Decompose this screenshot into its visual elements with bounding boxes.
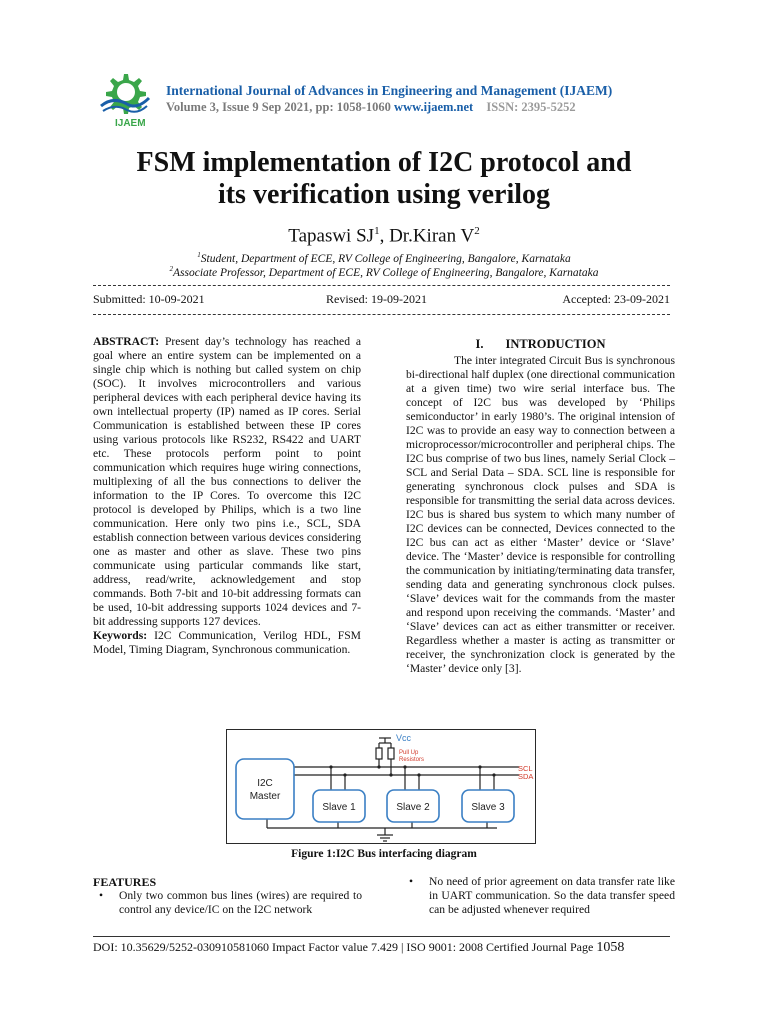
- vcc-label: Vcc: [396, 733, 412, 743]
- pullup-resistor-2: [388, 748, 394, 759]
- introduction-text: The inter integrated Circuit Bus is synchronous bi-directional half duplex (one directional communication at a given time) two wire serial interface bus. The concept of I2C bus was developed by ‘Philips semiconductor’ in early 1980’s. The original intension of I2C was to provide an easy way to connection between a microprocessor/microcontroller and peripheral chips. The I2C bus comprise of two bus lines, namely Serial Clock – SCL and Serial Data – SDA. SCL line is responsible for generating synchronous clock pulses and SDA is responsible for transmitting the serial data across devices. I2C bus is shared bus system to which many number of I2C devices can be connected, Devices connected to the I2C bus can act as either ‘Master’ device or ‘Slave’ device. The ‘Master’ device is responsible for controlling the communication by initiating/terminating data transfer, sending data and generating synchronous clock pulses. ‘Slave’ devices wait for the commands from the master and respond upon receiving the commands. ‘Master’ and ‘Slave’ devices can act as either transmitter or receiver. Regardless whether a master is acting as transmitter or receiver, the synchronization clock is generated by the ‘Master’ device only [3].: [406, 354, 675, 675]
- page-number: 1058: [596, 940, 625, 955]
- section-heading: [406, 337, 675, 351]
- title-line-2: its verification using verilog: [217, 179, 551, 210]
- ijaem-logo: [93, 68, 155, 130]
- author-separator: ,: [379, 225, 390, 247]
- submitted-date: Submitted: 10-09-2021: [93, 292, 205, 306]
- journal-url[interactable]: www.ijaem.net: [394, 100, 474, 114]
- divider-top: [93, 285, 670, 286]
- author-1: Tapaswi SJ: [288, 225, 375, 247]
- accepted-date: Accepted: 23-09-2021: [562, 292, 670, 306]
- feature-item-2: • No need of prior agreement on data transfer rate like in UART communication. So the data transfer speed can be adjusted whenever required: [409, 875, 675, 916]
- section-title: INTRODUCTION: [505, 337, 606, 351]
- abstract-section: [93, 335, 361, 657]
- journal-meta: [166, 100, 576, 115]
- features-heading: FEATURES: [93, 875, 157, 889]
- pullup-label-2: Resistors: [399, 757, 425, 763]
- author-2: Dr.Kiran V: [389, 225, 475, 247]
- volume-info: Volume 3, Issue 9 Sep 2021, pp: 1058-1060: [166, 100, 391, 114]
- author-2-sup: 2: [474, 225, 480, 237]
- issn: ISSN: 2395-5252: [486, 100, 576, 114]
- figure-caption: Figure 1:I2C Bus interfacing diagram: [291, 848, 477, 860]
- pullup-resistor-1: [376, 748, 382, 759]
- section-number: I.: [475, 337, 484, 351]
- master-box: [236, 759, 294, 819]
- footer-text: DOI: 10.35629/5252-030910581060 Impact Factor value 7.429 | ISO 9001: 2008 Certified Journal Page: [93, 940, 597, 954]
- abstract: [93, 335, 361, 629]
- slave-3-label: Slave 3: [471, 802, 505, 813]
- svg-text:IJAEM: IJAEM: [115, 118, 146, 129]
- master-label-2: Master: [249, 791, 281, 802]
- introduction-section: [406, 337, 675, 676]
- author-1-sup: 1: [374, 225, 380, 237]
- affiliation-1-sup: 1: [197, 251, 201, 259]
- i2c-bus-diagram: [226, 729, 536, 844]
- master-label-1: I2C: [257, 778, 273, 789]
- pullup-label-1: Pull Up: [399, 750, 419, 756]
- revised-date: Revised: 19-09-2021: [326, 292, 427, 306]
- slave-2-label: Slave 2: [396, 802, 430, 813]
- affiliation-2: $^2$Associate Professor, Department of ECE, RV College of Engineering, Bangalore, Karnataka: [169, 265, 599, 279]
- keywords-text: I2C Communication, Verilog HDL, FSM Model, Timing Diagram, Synchronous communication.: [93, 629, 361, 656]
- page-footer: [93, 940, 624, 956]
- feature-item-1: • Only two common bus lines (wires) are required to control any device/IC on the I2C network: [99, 889, 362, 916]
- affiliation-2-sup: 2: [169, 265, 174, 273]
- keywords: [93, 629, 361, 657]
- keywords-label: Keywords:: [93, 629, 148, 642]
- footer-rule: [93, 936, 670, 937]
- affiliation-1: $^1$Student, Department of ECE, RV College of Engineering, Bangalore, Karnataka: [197, 251, 571, 265]
- abstract-label: ABSTRACT:: [93, 335, 160, 348]
- slave-1-label: Slave 1: [322, 802, 356, 813]
- scl-label: SCL: [518, 764, 533, 773]
- bullet-glyph: •: [409, 875, 414, 888]
- authors: [0, 225, 768, 247]
- journal-name: International Journal of Advances in Engineering and Management (IJAEM): [166, 83, 613, 98]
- divider-bottom: [93, 314, 670, 315]
- title-line-1: FSM implementation of I2C protocol and: [136, 147, 632, 178]
- sda-label: SDA: [518, 772, 534, 781]
- paper-title: [60, 147, 708, 211]
- bullet-glyph: •: [99, 889, 104, 902]
- abstract-text: Present day’s technology has reached a goal where an entire system can be implemented on a single chip which is nothing but called system on chip (SOC). It involves microcontrollers and various peripheral devices with each peripheral device having its own intellectual property (IP) named as IP cores. Serial Communication is established between these IP cores using various protocols like RS232, RS422 and UART etc. These protocols perform point to point communication which requires huge wiring connections, multiplexing of all the bus connections to deliver the information to the IP Cores. To overcome this I2C protocol is developed by Philips, which is a two line communication. Here only two pins i.e., SCL, SDA establish connection between various devices considering one as master and other as slave. These two pins communicate using particular commands like start, address, read/write, acknowledgement and stop commands. Both 7-bit and 10-bit addressing formats can be used, 10-bit addressing supports 1024 devices and 7-bit addressing supports 127 devices.: [93, 335, 361, 628]
